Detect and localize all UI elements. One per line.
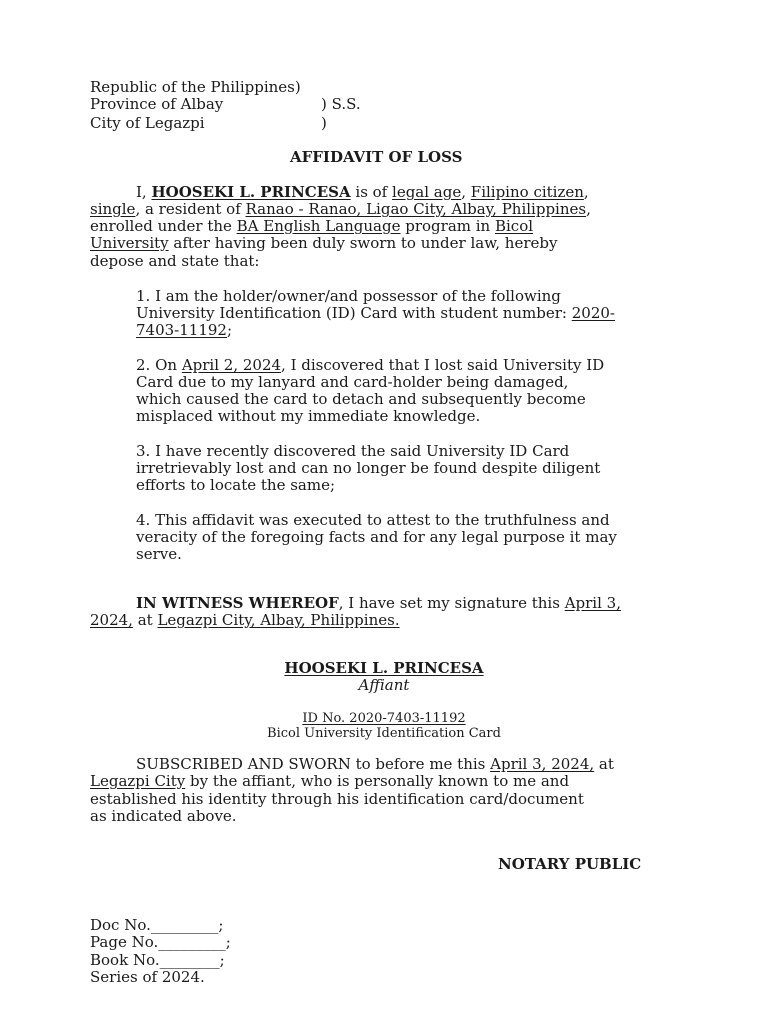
intro-line-2 bbox=[90, 201, 591, 219]
intro-text: is of bbox=[350, 183, 393, 201]
item1-line-1: 1. I am the holder/owner/and possessor of the following bbox=[136, 287, 561, 305]
jurat-text: SUBSCRIBED AND SWORN to before me this bbox=[136, 755, 491, 773]
registry-page-no: Page No._________; bbox=[90, 933, 231, 951]
item2-line-2: Card due to my lanyard and card-holder being damaged, bbox=[136, 373, 569, 391]
item3-line-1: 3. I have recently discovered the said University ID Card bbox=[136, 442, 570, 460]
jurat-line-1 bbox=[136, 756, 614, 774]
jurat-date: April 3, 2024, bbox=[490, 755, 595, 773]
jurat-place: Legazpi City bbox=[90, 772, 186, 790]
affiant-id-card-type: Bicol University Identification Card bbox=[267, 726, 501, 741]
item2-text: , I discovered that I lost said University ID bbox=[281, 356, 605, 374]
venue-city: City of Legazpi bbox=[90, 114, 205, 132]
registry-series: Series of 2024. bbox=[90, 968, 205, 986]
item1-text: University Identification (ID) Card with student number: bbox=[136, 304, 572, 322]
item3-line-2: irretrievably lost and can no longer be found despite diligent bbox=[136, 459, 601, 477]
citizenship: Filipino citizen bbox=[470, 183, 584, 201]
affiant-name: HOOSEKI L. PRINCESA bbox=[284, 659, 484, 677]
student-number-part1: 2020- bbox=[571, 304, 615, 322]
affiant-label: Affiant bbox=[358, 676, 410, 694]
item4-line-3: serve. bbox=[136, 545, 182, 563]
intro-text: , bbox=[583, 183, 589, 201]
jurat-line-2 bbox=[90, 773, 569, 791]
intro-line-5: depose and state that: bbox=[90, 252, 260, 270]
school-name-part1: Bicol bbox=[494, 217, 534, 235]
intro-line-3 bbox=[90, 218, 533, 236]
intro-text: enrolled under the bbox=[90, 217, 237, 235]
jurat-text: by the affiant, who is personally known to me and bbox=[185, 772, 570, 790]
residence-address: Ranao - Ranao, Ligao City, Albay, Philippines bbox=[245, 200, 587, 218]
intro-text: I, bbox=[136, 183, 152, 201]
witness-line-1 bbox=[136, 595, 621, 613]
school-name-part2: University bbox=[90, 234, 169, 252]
signing-place: Legazpi City, Albay, Philippines. bbox=[157, 611, 400, 629]
signing-date-part2: 2024, bbox=[90, 611, 133, 629]
jurat-text: at bbox=[594, 755, 614, 773]
degree-program: BA English Language bbox=[236, 217, 401, 235]
intro-text: , bbox=[586, 200, 591, 218]
affiant-name-inline: HOOSEKI L. PRINCESA bbox=[151, 183, 351, 201]
affiant-id-number: ID No. 2020-7403-11192 bbox=[302, 711, 466, 726]
jurat-line-4: as indicated above. bbox=[90, 807, 237, 825]
witness-line-2 bbox=[90, 612, 400, 630]
signing-date-part1: April 3, bbox=[564, 594, 621, 612]
notary-public-label: NOTARY PUBLIC bbox=[498, 855, 642, 873]
item2-line-1 bbox=[136, 357, 604, 375]
venue-republic: Republic of the Philippines) bbox=[90, 78, 301, 96]
legal-age: legal age bbox=[392, 183, 462, 201]
intro-line-1 bbox=[136, 184, 589, 202]
loss-date: April 2, 2024 bbox=[181, 356, 282, 374]
intro-text: , a resident of bbox=[135, 200, 246, 218]
item1-line-2 bbox=[136, 305, 615, 323]
intro-text: program in bbox=[400, 217, 495, 235]
intro-text: after having been duly sworn to under law, hereby bbox=[168, 234, 558, 252]
item1-text: ; bbox=[226, 321, 233, 339]
witness-text: , I have set my signature this bbox=[338, 594, 565, 612]
item2-line-4: misplaced without my immediate knowledge. bbox=[136, 407, 481, 425]
venue-province: Province of Albay bbox=[90, 95, 224, 113]
item3-line-3: efforts to locate the same; bbox=[136, 476, 336, 494]
item4-line-2: veracity of the foregoing facts and for any legal purpose it may bbox=[136, 528, 617, 546]
venue-ss: ) S.S. bbox=[321, 95, 361, 113]
item2-text: 2. On bbox=[136, 356, 182, 374]
intro-line-4 bbox=[90, 235, 557, 253]
venue-city-paren: ) bbox=[321, 114, 327, 132]
jurat-line-3: established his identity through his identification card/document bbox=[90, 790, 584, 808]
item4-line-1: 4. This affidavit was executed to attest to the truthfulness and bbox=[136, 511, 610, 529]
witness-text: at bbox=[132, 611, 158, 629]
civil-status: single bbox=[90, 200, 136, 218]
item2-line-3: which caused the card to detach and subsequently become bbox=[136, 390, 586, 408]
item1-line-3 bbox=[136, 322, 232, 340]
registry-book-no: Book No.________; bbox=[90, 951, 225, 969]
intro-text: , bbox=[461, 183, 471, 201]
witness-heading: IN WITNESS WHEREOF bbox=[136, 594, 339, 612]
student-number-part2: 7403-11192 bbox=[136, 321, 227, 339]
document-title: AFFIDAVIT OF LOSS bbox=[290, 148, 463, 166]
registry-doc-no: Doc No._________; bbox=[90, 916, 224, 934]
